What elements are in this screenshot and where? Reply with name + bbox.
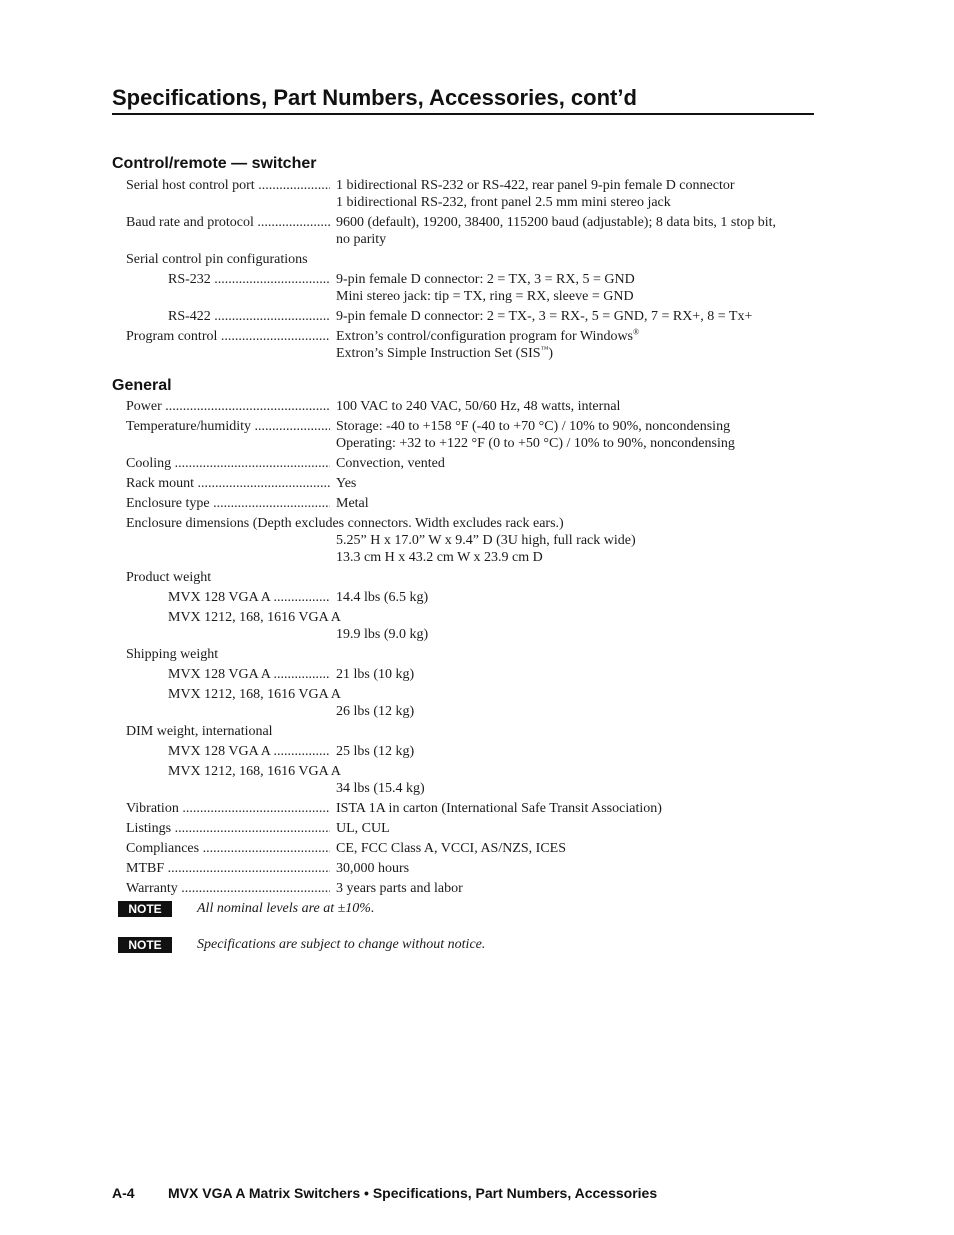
- spec-row-shipping-weight: [0, 646, 954, 663]
- section-heading-general: General: [112, 377, 172, 394]
- spec-value: Storage: -40 to +158 °F (-40 to +70 °C) / 10% to 90%, noncondensing: [336, 419, 731, 434]
- spec-label: Vibration .....: [126, 800, 330, 817]
- spec-row-program-control: [0, 328, 954, 362]
- spec-label: Listings .....: [126, 820, 330, 837]
- spec-value: 3 years parts and labor: [336, 881, 463, 896]
- spec-label: Warranty .....: [126, 880, 330, 897]
- spec-value: 34 lbs (15.4 kg): [336, 781, 425, 796]
- spec-value: 25 lbs (12 kg): [336, 744, 415, 759]
- spec-row-rs-422: [0, 308, 954, 325]
- spec-label: MVX 128 VGA A .....: [168, 743, 330, 760]
- spec-row-serial-control-pin-configurations: [0, 251, 954, 268]
- spec-value: 1 bidirectional RS-232 or RS-422, rear panel 9-pin female D connector: [336, 178, 735, 193]
- page-footer: [112, 1184, 657, 1202]
- spec-row-temperature-humidity: [0, 418, 954, 452]
- spec-value: 13.3 cm H x 43.2 cm W x 23.9 cm D: [336, 550, 543, 565]
- spec-row-mvx-128-vga-a: [0, 666, 954, 683]
- spec-label: MVX 1212, 168, 1616 VGA A: [168, 687, 341, 702]
- spec-value: 21 lbs (10 kg): [336, 667, 415, 682]
- spec-row-enclosure-dimensions-depth-excludes-connectors-width-excludes-rack-ears: [0, 515, 954, 566]
- spec-label: Serial host control port .....: [126, 177, 330, 194]
- spec-row-product-weight: [0, 569, 954, 586]
- spec-values: [336, 495, 814, 512]
- spec-label: MVX 128 VGA A .....: [168, 589, 330, 606]
- spec-values: [336, 820, 814, 837]
- spec-label: Temperature/humidity .....: [126, 418, 330, 435]
- spec-label: MVX 1212, 168, 1616 VGA A: [168, 764, 341, 779]
- spec-value: Extron’s control/configuration program for Windows®: [336, 327, 640, 344]
- spec-label: MVX 128 VGA A .....: [168, 666, 330, 683]
- spec-values: [336, 418, 814, 452]
- spec-row-rack-mount: [0, 475, 954, 492]
- spec-value: 1 bidirectional RS-232, front panel 2.5 mm mini stereo jack: [336, 195, 671, 210]
- spec-row-vibration: [0, 800, 954, 817]
- spec-values: [336, 880, 814, 897]
- spec-values: [336, 743, 814, 760]
- spec-label: Enclosure dimensions (Depth excludes connectors. Width excludes rack ears.): [126, 516, 564, 531]
- spec-row-compliances: [0, 840, 954, 857]
- spec-values: [336, 271, 814, 305]
- spec-value: CE, FCC Class A, VCCI, AS/NZS, ICES: [336, 841, 567, 856]
- spec-values: [336, 328, 814, 362]
- spec-value: UL, CUL: [336, 821, 390, 836]
- spec-row-baud-rate-and-protocol: [0, 214, 954, 248]
- spec-label: RS-422 .....: [168, 308, 330, 325]
- spec-row-mvx-128-vga-a: [0, 743, 954, 760]
- spec-value: 100 VAC to 240 VAC, 50/60 Hz, 48 watts, internal: [336, 399, 621, 414]
- spec-row-cooling: [0, 455, 954, 472]
- spec-value: 26 lbs (12 kg): [336, 704, 415, 719]
- note-badge: NOTE: [118, 937, 172, 953]
- spec-row-mtbf: [0, 860, 954, 877]
- spec-value: Extron’s Simple Instruction Set (SIS™): [336, 344, 554, 361]
- footer-title: MVX VGA A Matrix Switchers • Specifications, Part Numbers, Accessories: [168, 1185, 658, 1201]
- spec-label: Serial control pin configurations: [126, 252, 308, 267]
- spec-label: Cooling .....: [126, 455, 330, 472]
- spec-list-general: [0, 398, 954, 900]
- spec-label: Compliances .....: [126, 840, 330, 857]
- spec-value: ISTA 1A in carton (International Safe Transit Association): [336, 801, 662, 816]
- spec-value: 9-pin female D connector: 2 = TX, 3 = RX, 5 = GND: [336, 272, 635, 287]
- spec-value: 9-pin female D connector: 2 = TX-, 3 = RX-, 5 = GND, 7 = RX+, 8 = Tx+: [336, 309, 753, 324]
- spec-label: DIM weight, international: [126, 724, 273, 739]
- spec-values: [336, 455, 814, 472]
- spec-values: [336, 860, 814, 877]
- spec-row-rs-232: [0, 271, 954, 305]
- spec-row-dim-weight-international: [0, 723, 954, 740]
- spec-list-control-remote: [0, 177, 954, 365]
- spec-row-serial-host-control-port: [0, 177, 954, 211]
- spec-values: [336, 840, 814, 857]
- spec-row-warranty: [0, 880, 954, 897]
- spec-row-mvx-128-vga-a: [0, 589, 954, 606]
- note-text: All nominal levels are at ±10%.: [197, 901, 375, 916]
- spec-value: 19.9 lbs (9.0 kg): [336, 627, 429, 642]
- spec-values: [336, 589, 814, 606]
- spec-values: [336, 800, 814, 817]
- spec-value: Mini stereo jack: tip = TX, ring = RX, sleeve = GND: [336, 289, 634, 304]
- spec-value: Yes: [336, 476, 357, 491]
- spec-value: no parity: [336, 232, 387, 247]
- note-text: Specifications are subject to change without notice.: [197, 937, 486, 952]
- spec-row-power: [0, 398, 954, 415]
- spec-row-mvx-1212-168-1616-vga-a: [0, 686, 954, 720]
- spec-label: Program control .....: [126, 328, 330, 345]
- spec-values: [336, 475, 814, 492]
- spec-label: Enclosure type .....: [126, 495, 330, 512]
- spec-label: Rack mount .....: [126, 475, 330, 492]
- spec-values: [336, 398, 814, 415]
- spec-label: Power .....: [126, 398, 330, 415]
- section-heading-control-remote: Control/remote — switcher: [112, 155, 317, 172]
- spec-value: Convection, vented: [336, 456, 445, 471]
- spec-values: [336, 177, 814, 211]
- spec-label: Baud rate and protocol .....: [126, 214, 330, 231]
- spec-label: Shipping weight: [126, 647, 219, 662]
- spec-value: 30,000 hours: [336, 861, 410, 876]
- spec-label: MTBF .....: [126, 860, 330, 877]
- spec-row-mvx-1212-168-1616-vga-a: [0, 609, 954, 643]
- spec-values: [336, 686, 814, 720]
- spec-row-enclosure-type: [0, 495, 954, 512]
- spec-values: [336, 308, 814, 325]
- spec-row-listings: [0, 820, 954, 837]
- footer-page-number: A-4: [112, 1185, 135, 1201]
- spec-label: MVX 1212, 168, 1616 VGA A: [168, 610, 341, 625]
- spec-values: [336, 666, 814, 683]
- page-title: Specifications, Part Numbers, Accessories, cont’d: [112, 84, 814, 115]
- spec-value: 5.25” H x 17.0” W x 9.4” D (3U high, full rack wide): [336, 533, 636, 548]
- spec-value: 14.4 lbs (6.5 kg): [336, 590, 429, 605]
- spec-value: Operating: +32 to +122 °F (0 to +50 °C) / 10% to 90%, noncondensing: [336, 436, 735, 451]
- spec-values: [336, 609, 814, 643]
- spec-label: Product weight: [126, 570, 212, 585]
- spec-row-mvx-1212-168-1616-vga-a: [0, 763, 954, 797]
- note-badge: NOTE: [118, 901, 172, 917]
- spec-label: RS-232 .....: [168, 271, 330, 288]
- spec-values: [336, 763, 814, 797]
- spec-value: Metal: [336, 496, 369, 511]
- spec-values: [336, 214, 814, 248]
- spec-value: 9600 (default), 19200, 38400, 115200 baud (adjustable); 8 data bits, 1 stop bit,: [336, 215, 777, 230]
